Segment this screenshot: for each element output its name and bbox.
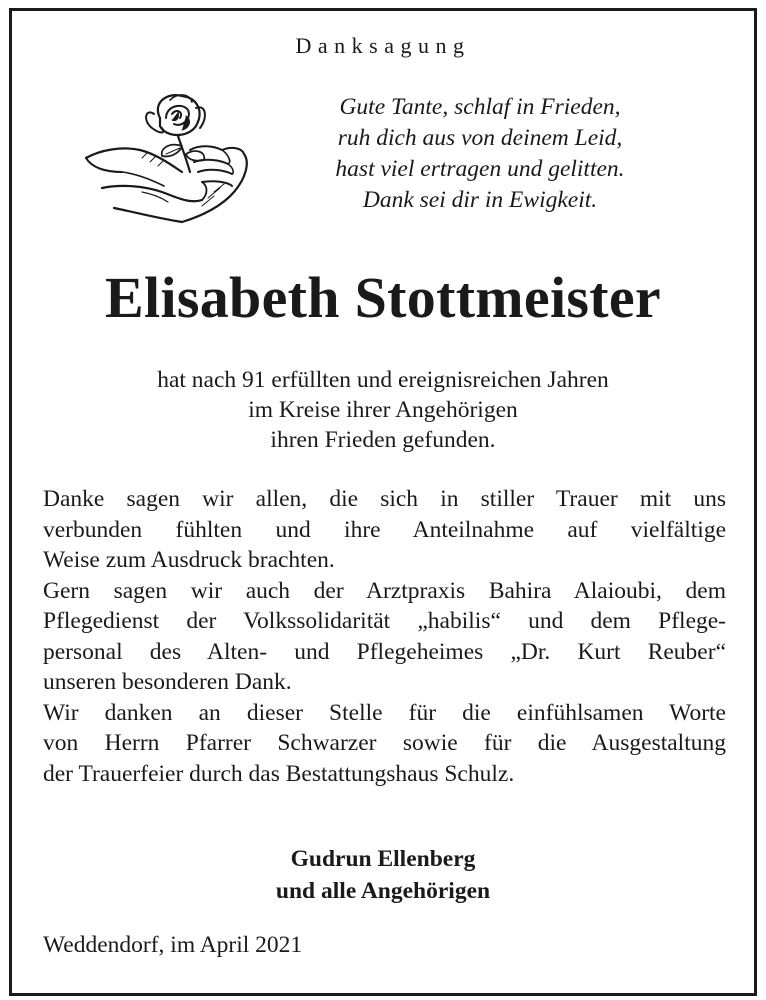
poem-line: hast viel ertragen und gelitten. (335, 156, 625, 182)
poem (270, 92, 690, 216)
thanks-body (43, 484, 726, 789)
signature-line: und alle Angehörigen (275, 878, 491, 904)
body-line: Wir danken an dieser Stelle für die einfühlsamen Worte (43, 699, 726, 726)
signature-line: Gudrun Ellenberg (290, 846, 476, 872)
poem-line: ruh dich aus von deinem Leid, (337, 125, 623, 151)
body-line: verbunden fühlten und ihre Anteilnahme auf vielfältige (43, 516, 726, 543)
intro-line: ihren Frieden gefunden. (270, 427, 496, 453)
hands-holding-rose-icon (82, 88, 257, 230)
intro-line: im Kreise ihrer Angehörigen (248, 397, 518, 423)
body-line: Pflegedienst der Volkssolidarität „habilis“ und dem Pflege- (43, 608, 726, 634)
deceased-name: Elisabeth Stottmeister (105, 265, 661, 330)
heading: Danksagung (295, 33, 471, 58)
body-line: von Herrn Pfarrer Schwarzer sowie für die Ausgestaltung (43, 730, 726, 756)
poem-line: Gute Tante, schlaf in Frieden, (339, 94, 621, 120)
place-date: Weddendorf, im April 2021 (43, 932, 303, 958)
body-line: unseren besonderen Dank. (43, 669, 292, 695)
body-line: Danke sagen wir allen, die sich in stiller Trauer mit uns (43, 486, 726, 512)
body-line: der Trauerfeier durch das Bestattungshaus Schulz. (43, 760, 515, 787)
body-line: Gern sagen wir auch der Arztpraxis Bahira Alaioubi, dem (43, 577, 726, 604)
poem-line: Dank sei dir in Ewigkeit. (362, 187, 598, 213)
body-line: personal des Alten- und Pflegeheimes „Dr. Kurt Reuber“ (43, 638, 726, 665)
body-line: Weise zum Ausdruck brachten. (43, 547, 335, 573)
intro-line: hat nach 91 erfüllten und ereignisreichen Jahren (157, 367, 609, 393)
signature (0, 843, 766, 907)
intro-text (0, 365, 766, 455)
